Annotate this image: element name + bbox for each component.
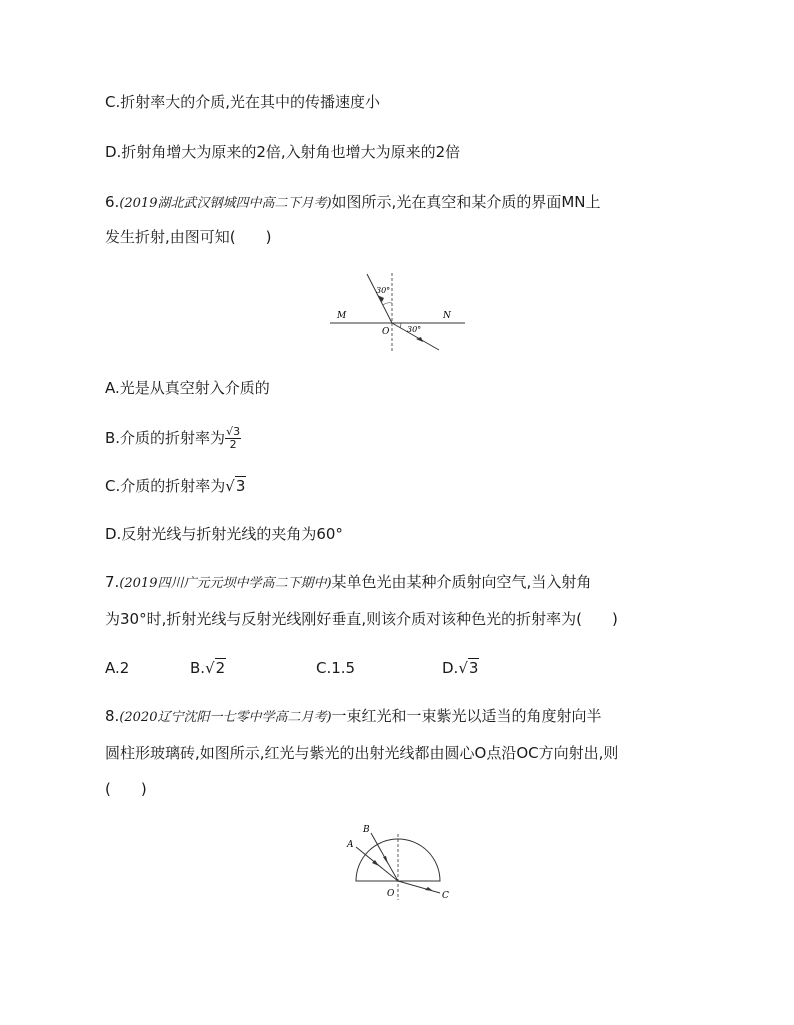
q8-label-b: B [363,825,370,835]
q7-option-d-sqrt: √3 [458,659,479,677]
q8-stem-text1: 一束红光和一束紫光以适当的角度射向半 [331,707,602,725]
q5-option-c: C.折射率大的介质,光在其中的传播速度小 [105,93,381,111]
q6-angle-bottom-label: 30° [407,325,422,334]
q7-option-d-radicand: 3 [468,659,479,677]
q6-option-c-prefix: C.介质的折射率为 [105,477,226,495]
q8-ray-oc [398,881,440,893]
q7-option-b [190,658,226,678]
q8-ray-a [356,847,398,881]
q8-number: 8. [105,707,120,725]
q8-stem-line3: ( ) [105,780,147,798]
q7-option-c: C.1.5 [316,659,356,677]
q6-option-c [105,476,246,496]
q6-refraction-figure [325,268,470,356]
q6-label-o: O [382,327,390,337]
q7-option-b-sqrt: √2 [205,659,226,677]
q7-stem-text1: 某单色光由某种介质射向空气,当入射角 [331,573,592,591]
q6-number: 6. [105,193,120,211]
q7-stem-line1 [105,572,591,594]
q6-source: (2019湖北武汉钢城四中高二下月考) [119,196,332,211]
q8-stem-line2: 圆柱形玻璃砖,如图所示,红光与紫光的出射光线都由圆心O点沿OC方向射出,则 [105,744,619,762]
q6-stem-line2: 发生折射,由图可知( ) [105,228,272,246]
q7-source: (2019四川广元元坝中学高二下期中) [119,576,332,591]
q7-option-b-radicand: 2 [215,659,226,677]
q6-option-b [105,426,241,451]
q6-fraction-numerator: √3 [226,425,241,438]
q8-label-a: A [347,840,354,850]
q6-label-m: M [337,311,347,321]
q8-label-o: O [387,889,395,899]
q6-option-b-prefix: B.介质的折射率为 [105,429,226,447]
q6-option-b-fraction [225,426,241,451]
q6-angle-top-label: 30° [376,286,391,295]
q7-option-a: A.2 [105,659,130,677]
q8-label-c: C [442,891,449,901]
q5-option-d: D.折射角增大为原来的2倍,入射角也增大为原来的2倍 [105,143,461,161]
q6-fraction-denominator: 2 [229,438,237,451]
q6-incident-ray [367,274,392,323]
q6-option-d: D.反射光线与折射光线的夹角为60° [105,525,343,543]
q6-option-a: A.光是从真空射入介质的 [105,379,270,397]
q6-option-c-sqrt: √3 [225,477,246,495]
q7-number: 7. [105,573,120,591]
q7-stem-line2: 为30°时,折射光线与反射光线刚好垂直,则该介质对该种色光的折射率为( ) [105,610,618,628]
q7-option-d [442,658,479,678]
q7-option-b-prefix: B. [190,659,206,677]
q7-option-d-prefix: D. [442,659,459,677]
q8-semicircle-figure [343,820,455,902]
q6-label-n: N [443,311,451,321]
q6-option-c-radicand: 3 [235,477,246,495]
q8-source: (2020辽宁沈阳一七零中学高二月考) [119,710,332,725]
q8-stem-line1 [105,706,602,728]
q6-stem-text1: 如图所示,光在真空和某介质的界面MN上 [331,193,601,211]
q6-stem-line1 [105,192,600,214]
q8-ray-b [371,833,398,881]
